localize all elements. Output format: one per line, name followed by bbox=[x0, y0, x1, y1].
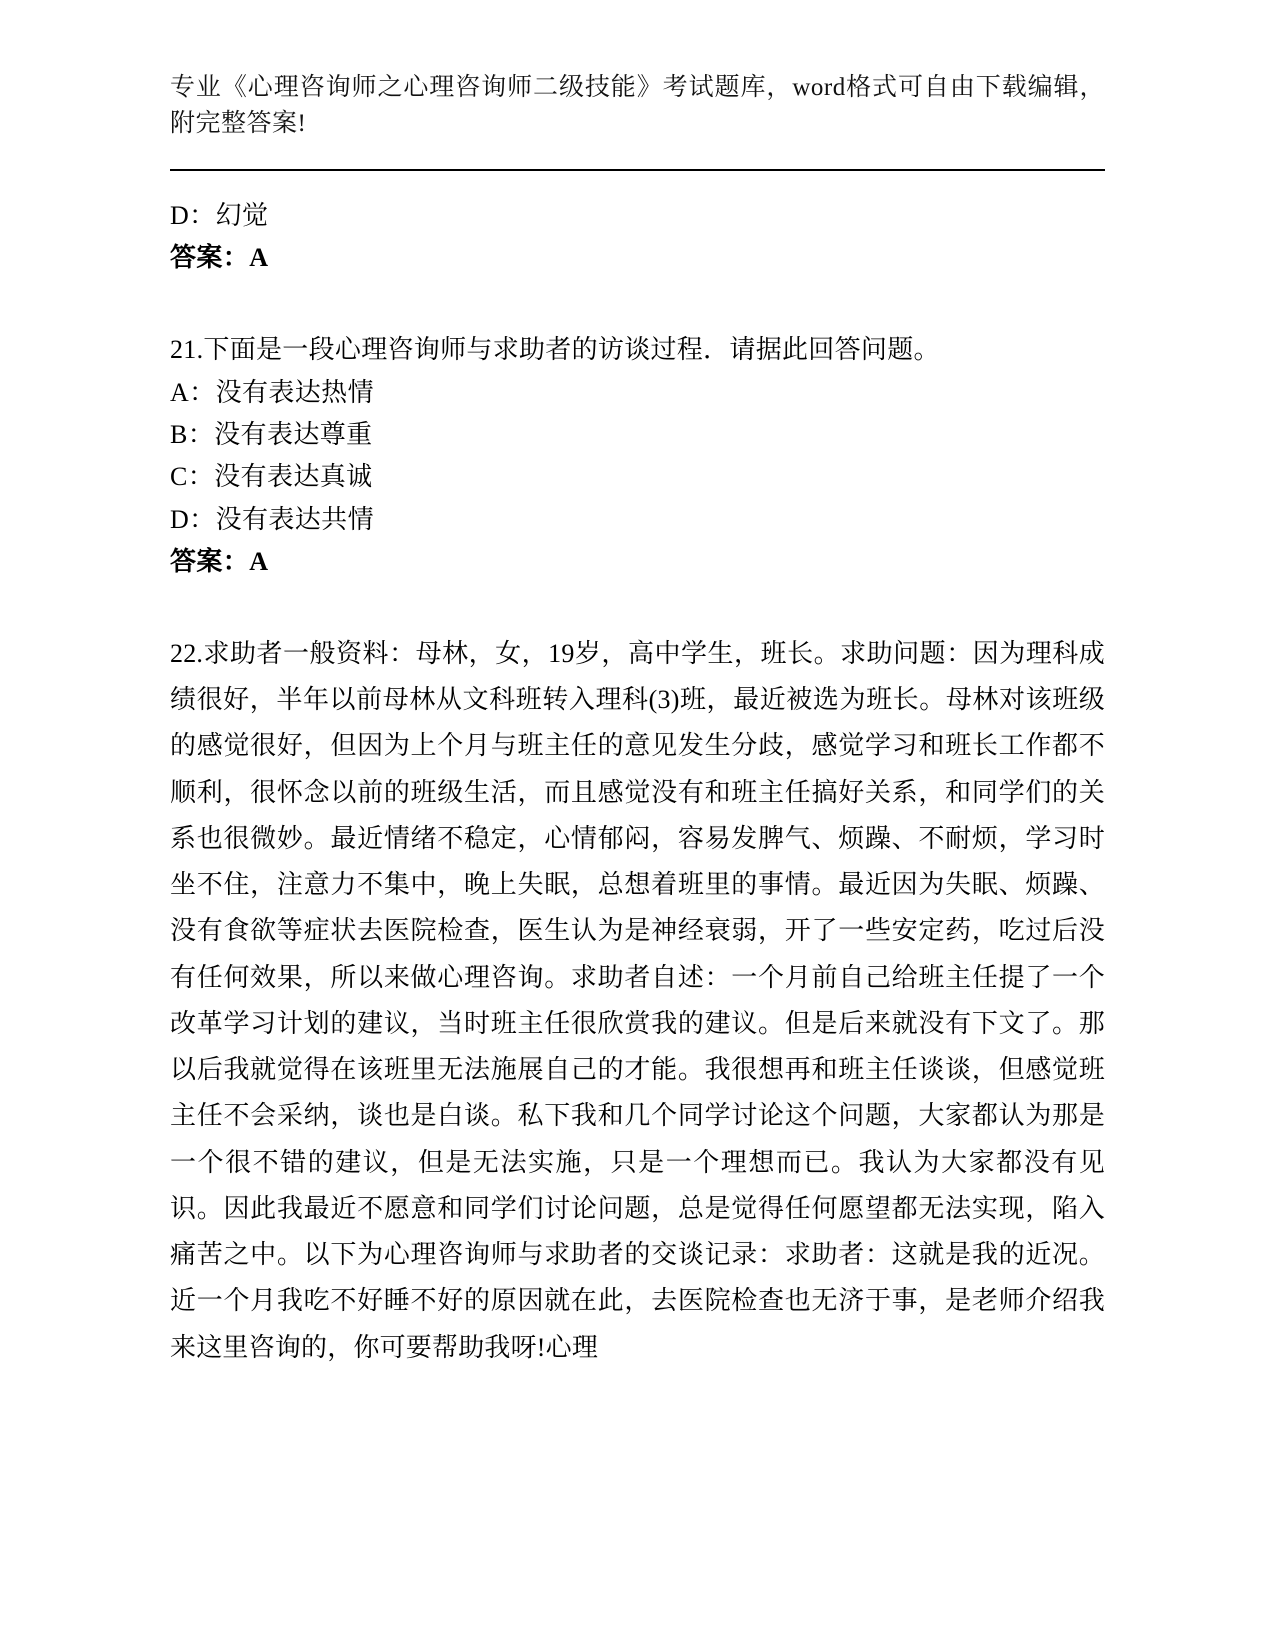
option-d: D：幻觉 bbox=[170, 200, 269, 230]
spacer-2 bbox=[170, 589, 1105, 631]
question-22 bbox=[170, 631, 1105, 1371]
spacer bbox=[170, 285, 1105, 327]
question-22-stem: 22.求助者一般资料：母林，女，19岁，高中学生，班长。求助问题：因为理科成绩很好，半年以前母林从文科班转入理科(3)班，最近被选为班长。母林对该班级的感觉很好，但因为上个月与班主任的意见发生分歧，感觉学习和班长工作都不顺利，很怀念以前的班级生活，而且感觉没有和班主任搞好关系，和同学们的关系也很微妙。最近情绪不稳定，心情郁闷，容易发脾气、烦躁、不耐烦，学习时坐不住，注意力不集中，晚上失眠，总想着班里的事情。最近因为失眠、烦躁、没有食欲等症状去医院检查，医生认为是神经衰弱，开了一些安定药，吃过后没有任何效果，所以来做心理咨询。求助者自述：一个月前自己给班主任提了一个改革学习计划的建议，当时班主任很欣赏我的建议。但是后来就没有下文了。那以后我就觉得在该班里无法施展自己的才能。我很想再和班主任谈谈，但感觉班主任不会采纳，谈也是白谈。私下我和几个同学讨论这个问题，大家都认为那是一个很不错的建议，但是无法实施，只是一个理想而已。我认为大家都没有见识。因此我最近不愿意和同学们讨论问题，总是觉得任何愿望都无法实现，陷入痛苦之中。以下为心理咨询师与求助者的交谈记录：求助者：这就是我的近况。近一个月我吃不好睡不好的原因就在此，去医院检查也无济于事，是老师介绍我来这里咨询的，你可要帮助我呀!心理 bbox=[170, 638, 1105, 1362]
question-21 bbox=[170, 327, 1105, 583]
question-21-option-b: B：没有表达尊重 bbox=[170, 420, 373, 450]
previous-question-tail bbox=[170, 195, 1105, 279]
question-21-answer: 答案：A bbox=[170, 546, 269, 576]
question-21-option-a: A：没有表达热情 bbox=[170, 378, 374, 408]
question-21-option-c: C：没有表达真诚 bbox=[170, 462, 373, 492]
page-header: 专业《心理咨询师之心理咨询师二级技能》考试题库，word格式可自由下载编辑，附完整答案! bbox=[170, 74, 1105, 138]
question-21-option-d: D：没有表达共情 bbox=[170, 504, 374, 534]
header-divider bbox=[170, 169, 1105, 171]
question-21-stem: 21.下面是一段心理咨询师与求助者的访谈过程．请据此回答问题。 bbox=[170, 334, 940, 364]
answer-line: 答案：A bbox=[170, 242, 269, 272]
